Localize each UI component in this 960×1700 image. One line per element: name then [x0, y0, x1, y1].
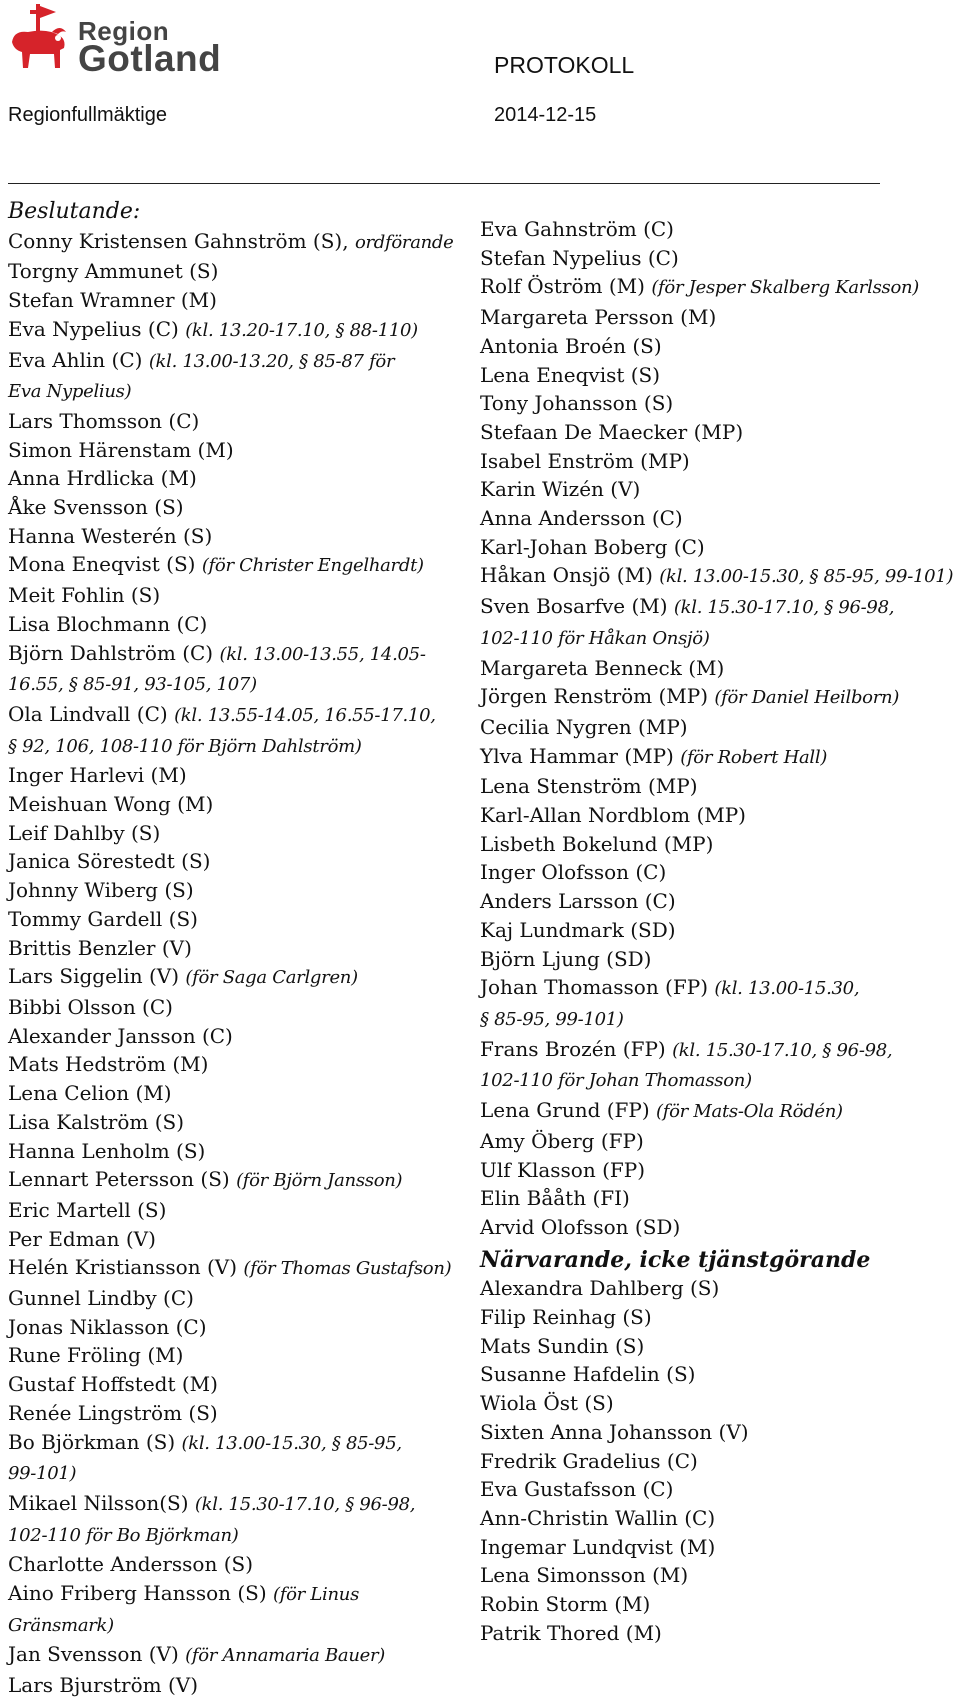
member-name: Eva Nypelius (C) — [8, 316, 186, 341]
member-name: Torgny Ammunet (S) — [8, 259, 219, 284]
member-note: (kl. 15.30-17.10, § 96-98, — [673, 597, 895, 619]
member-name: Stefan Wramner (M) — [8, 288, 217, 313]
member-name: Per Edman (V) — [8, 1226, 156, 1251]
member-name: Inger Harlevi (M) — [8, 763, 187, 788]
member-name: Helén Kristiansson (V) — [8, 1255, 244, 1280]
member-line — [480, 332, 950, 361]
assembly-name: Regionfullmäktige — [8, 104, 167, 126]
member-note: (för Annamaria Bauer) — [185, 1645, 386, 1667]
member-name: Charlotte Andersson (S) — [8, 1552, 254, 1577]
member-name: Lena Grund (FP) — [480, 1098, 657, 1123]
member-line — [480, 418, 950, 447]
member-line — [480, 475, 950, 504]
member-line — [8, 376, 438, 407]
member-line — [480, 1127, 950, 1156]
member-name: Sven Bosarfve (M) — [480, 594, 674, 619]
member-note: 102-110 för Johan Thomasson) — [480, 1070, 752, 1092]
member-name: Lars Bjurström (V) — [8, 1673, 198, 1698]
member-line — [480, 858, 950, 887]
member-line — [480, 801, 950, 830]
member-name: Arvid Olofsson (SD) — [480, 1214, 681, 1239]
member-name: Margareta Persson (M) — [480, 305, 717, 330]
member-name: Kaj Lundmark (SD) — [480, 917, 676, 942]
member-name: Johnny Wiberg (S) — [8, 878, 194, 903]
member-line — [8, 610, 438, 639]
member-note: (för Saga Carlgren) — [185, 967, 358, 989]
member-name: Lisbeth Bokelund (MP) — [480, 831, 714, 856]
member-line — [8, 1610, 438, 1641]
member-line — [8, 790, 438, 819]
member-name: Stefan Nypelius (C) — [480, 245, 679, 270]
member-name: Mona Eneqvist (S) — [8, 552, 202, 577]
present-member: Filip Reinhag (S) — [480, 1305, 652, 1330]
member-line — [480, 504, 950, 533]
present-member-list — [480, 1274, 950, 1647]
member-note: (kl. 13.55-14.05, 16.55-17.10, — [174, 704, 436, 726]
member-name: Jörgen Renström (MP) — [480, 684, 715, 709]
member-line — [8, 876, 438, 905]
member-name: Leif Dahlby (S) — [8, 820, 161, 845]
member-name: Jan Svensson (V) — [8, 1642, 186, 1667]
member-line — [8, 493, 438, 522]
member-line — [8, 1196, 438, 1225]
member-line — [480, 1035, 950, 1066]
member-line — [8, 1108, 438, 1137]
member-note: (för Christer Engelhardt) — [201, 555, 424, 577]
member-line — [8, 1079, 438, 1108]
member-line — [480, 1065, 950, 1096]
member-name: Eva Ahlin (C) — [8, 347, 149, 372]
member-line — [480, 215, 950, 244]
logo-gotland-text: Gotland — [78, 38, 222, 79]
member-name: Mats Hedström (M) — [8, 1052, 209, 1077]
member-name: Johan Thomasson (FP) — [480, 975, 715, 1000]
member-line — [480, 916, 950, 945]
member-name: Lena Stenström (MP) — [480, 774, 698, 799]
member-note: (för Linus — [273, 1584, 360, 1606]
member-line — [480, 945, 950, 974]
member-name: Rune Fröling (M) — [8, 1343, 184, 1368]
member-note: (kl. 15.30-17.10, § 96-98, — [194, 1493, 416, 1515]
member-name: Lisa Blochmann (C) — [8, 611, 208, 636]
member-name: Lena Eneqvist (S) — [480, 362, 661, 387]
member-line — [8, 1399, 438, 1428]
member-note: (kl. 15.30-17.10, § 96-98, — [672, 1039, 893, 1061]
member-name: Jonas Niklasson (C) — [8, 1314, 207, 1339]
member-name: Antonia Broén (S) — [480, 333, 662, 358]
member-line — [480, 244, 950, 273]
member-note: ordförande — [354, 231, 454, 253]
member-name: Åke Svensson (S) — [8, 495, 184, 520]
member-note: § 92, 106, 108-110 för Björn Dahlström) — [8, 735, 362, 757]
member-name: Gustaf Hoffstedt (M) — [8, 1372, 218, 1397]
member-line — [8, 464, 438, 493]
member-line — [480, 1184, 950, 1213]
member-name: Hanna Lenholm (S) — [8, 1138, 206, 1163]
member-line — [480, 447, 950, 476]
member-name: Eva Gahnström (C) — [480, 217, 674, 241]
member-line — [8, 1579, 438, 1610]
member-line — [480, 361, 950, 390]
member-line — [480, 742, 950, 773]
member-line — [480, 682, 950, 713]
member-name: Håkan Onsjö (M) — [480, 563, 660, 588]
member-line — [8, 346, 438, 377]
member-name: Björn Ljung (SD) — [480, 946, 652, 971]
member-name: Margareta Benneck (M) — [480, 655, 725, 680]
member-name: Lena Celion (M) — [8, 1081, 172, 1106]
member-line — [8, 1050, 438, 1079]
member-name: Björn Dahlström (C) — [8, 640, 220, 665]
member-note: Eva Nypelius) — [8, 381, 132, 403]
present-member: Susanne Hafdelin (S) — [480, 1362, 696, 1387]
member-line — [8, 1341, 438, 1370]
member-line — [8, 639, 438, 670]
member-line — [480, 389, 950, 418]
member-name: Lennart Petersson (S) — [8, 1167, 237, 1192]
member-line — [480, 1096, 950, 1127]
member-line — [8, 1284, 438, 1313]
member-name: Ylva Hammar (MP) — [480, 743, 681, 768]
member-name: Amy Öberg (FP) — [480, 1128, 644, 1153]
member-line — [8, 962, 438, 993]
member-line — [8, 1370, 438, 1399]
member-note: (för Björn Jansson) — [236, 1170, 403, 1192]
member-name: Stefaan De Maecker (MP) — [480, 419, 744, 444]
member-note: (kl. 13.00-15.30, — [714, 978, 860, 1000]
member-line — [480, 303, 950, 332]
member-note: § 85-95, 99-101) — [480, 1008, 624, 1030]
member-line — [480, 561, 954, 592]
present-member: Ann-Christin Wallin (C) — [480, 1505, 716, 1530]
member-line — [8, 1520, 438, 1551]
member-name: Karl-Johan Boberg (C) — [480, 534, 705, 559]
member-line — [480, 592, 950, 623]
member-name: Ulf Klasson (FP) — [480, 1157, 646, 1182]
member-name: Eric Martell (S) — [8, 1197, 167, 1222]
logo-region-text: Region — [78, 16, 170, 46]
member-note: 16.55, § 85-91, 93-105, 107) — [8, 674, 257, 696]
member-line — [480, 533, 950, 562]
member-note: Gränsmark) — [8, 1614, 114, 1636]
member-line — [480, 654, 950, 683]
member-note: (kl. 13.00-15.30, § 85-95, — [181, 1432, 402, 1454]
present-member: Wiola Öst (S) — [480, 1391, 614, 1416]
member-note: (kl. 13.20-17.10, § 88-110) — [185, 319, 418, 341]
member-name: Lars Thomsson (C) — [8, 408, 200, 433]
member-line — [8, 315, 438, 346]
member-line — [8, 436, 438, 465]
member-line — [8, 847, 438, 876]
ram-emblem-icon — [8, 2, 70, 74]
member-line — [480, 887, 950, 916]
member-line — [480, 1156, 950, 1185]
member-line — [480, 772, 950, 801]
member-note: 99-101) — [8, 1463, 77, 1485]
member-line — [8, 522, 438, 551]
member-name: Elin Bååth (FI) — [480, 1186, 630, 1211]
document-type: PROTOKOLL — [494, 52, 635, 78]
member-line — [8, 819, 438, 848]
member-name: Rolf Öström (M) — [480, 274, 652, 299]
member-line — [8, 1671, 438, 1700]
member-line — [480, 1004, 950, 1035]
member-line — [8, 1022, 438, 1051]
member-note: (för Robert Hall) — [680, 746, 828, 768]
member-name: Bibbi Olsson (C) — [8, 994, 173, 1019]
members-right-column — [480, 215, 954, 1647]
member-name: Renée Lingström (S) — [8, 1400, 218, 1425]
member-name: Mikael Nilsson(S) — [8, 1490, 195, 1515]
member-note: (kl. 13.00-13.55, 14.05- — [219, 643, 426, 665]
member-name: Brittis Benzler (V) — [8, 935, 192, 960]
member-name: Gunnel Lindby (C) — [8, 1286, 194, 1311]
present-member: Patrik Thored (M) — [480, 1620, 662, 1645]
member-line — [8, 1253, 452, 1284]
right-member-list — [480, 215, 954, 1242]
member-name: Conny Kristensen Gahnström (S), — [8, 228, 355, 253]
member-line — [8, 407, 438, 436]
member-line — [8, 731, 438, 762]
member-line — [8, 1428, 438, 1459]
member-line — [480, 830, 950, 859]
member-line — [8, 257, 438, 286]
member-name: Frans Brozén (FP) — [480, 1036, 673, 1061]
member-line — [8, 227, 454, 258]
member-name: Karl-Allan Nordblom (MP) — [480, 803, 746, 828]
member-name: Ola Lindvall (C) — [8, 701, 175, 726]
member-name: Anna Andersson (C) — [480, 506, 683, 531]
member-name: Meit Fohlin (S) — [8, 583, 161, 608]
member-note: 102-110 för Bo Björkman) — [8, 1524, 239, 1546]
member-name: Karin Wizén (V) — [480, 477, 641, 502]
member-name: Bo Björkman (S) — [8, 1429, 182, 1454]
member-name: Aino Friberg Hansson (S) — [8, 1581, 274, 1606]
meeting-date: 2014-12-15 — [494, 104, 597, 126]
member-line — [8, 1550, 438, 1579]
member-name: Lars Siggelin (V) — [8, 964, 186, 989]
member-line — [480, 272, 950, 303]
member-name: Isabel Enström (MP) — [480, 448, 690, 473]
member-note: 102-110 för Håkan Onsjö) — [480, 627, 710, 649]
present-member: Fredrik Gradelius (C) — [480, 1448, 698, 1473]
member-line — [8, 905, 438, 934]
member-note: (för Mats-Ola Rödén) — [656, 1101, 843, 1123]
member-name: Cecilia Nygren (MP) — [480, 714, 688, 739]
member-name: Anders Larsson (C) — [480, 889, 676, 914]
member-note: (kl. 13.00-15.30, § 85-95, 99-101) — [659, 566, 954, 588]
present-member: Ingemar Lundqvist (M) — [480, 1534, 716, 1559]
member-name: Hanna Westerén (S) — [8, 523, 213, 548]
member-line — [8, 700, 438, 731]
member-name: Tommy Gardell (S) — [8, 906, 198, 931]
members-left-column — [8, 198, 454, 1700]
decision-makers-heading: Beslutande: — [8, 199, 141, 224]
present-non-serving-heading: Närvarande, icke tjänstgörande — [480, 1246, 871, 1273]
member-line — [8, 1165, 438, 1196]
member-line — [8, 1313, 438, 1342]
member-line — [8, 669, 438, 700]
member-line — [8, 1225, 438, 1254]
member-line — [8, 1489, 438, 1520]
member-line — [480, 1213, 950, 1242]
member-note: (för Jesper Skalberg Karlsson) — [651, 277, 919, 299]
member-note: (för Daniel Heilborn) — [714, 687, 900, 709]
member-line — [8, 761, 438, 790]
present-member: Sixten Anna Johansson (V) — [480, 1419, 749, 1444]
present-member: Lena Simonsson (M) — [480, 1563, 689, 1588]
member-line — [8, 993, 438, 1022]
member-name: Janica Sörestedt (S) — [8, 849, 211, 874]
present-member: Alexandra Dahlberg (S) — [480, 1276, 720, 1301]
member-name: Lisa Kalström (S) — [8, 1109, 185, 1134]
member-line — [480, 973, 950, 1004]
member-name: Inger Olofsson (C) — [480, 860, 667, 885]
member-name: Tony Johansson (S) — [480, 391, 674, 416]
member-name: Simon Härenstam (M) — [8, 437, 234, 462]
member-line — [8, 1458, 438, 1489]
member-line — [8, 934, 438, 963]
member-line — [8, 581, 438, 610]
header-divider — [8, 183, 880, 184]
member-name: Meishuan Wong (M) — [8, 792, 214, 817]
present-member: Eva Gustafsson (C) — [480, 1477, 674, 1502]
member-line — [8, 1137, 438, 1166]
member-name: Alexander Jansson (C) — [8, 1023, 233, 1048]
member-line — [8, 286, 438, 315]
member-line — [480, 713, 950, 742]
member-line — [8, 550, 438, 581]
member-line — [480, 623, 950, 654]
left-member-list — [8, 227, 454, 1700]
region-gotland-logo — [8, 2, 222, 82]
present-member: Robin Storm (M) — [480, 1592, 651, 1617]
member-note: (för Thomas Gustafson) — [243, 1258, 452, 1280]
present-member: Mats Sundin (S) — [480, 1333, 645, 1358]
member-name: Anna Hrdlicka (M) — [8, 466, 197, 491]
member-note: (kl. 13.00-13.20, § 85-87 för — [148, 350, 395, 372]
